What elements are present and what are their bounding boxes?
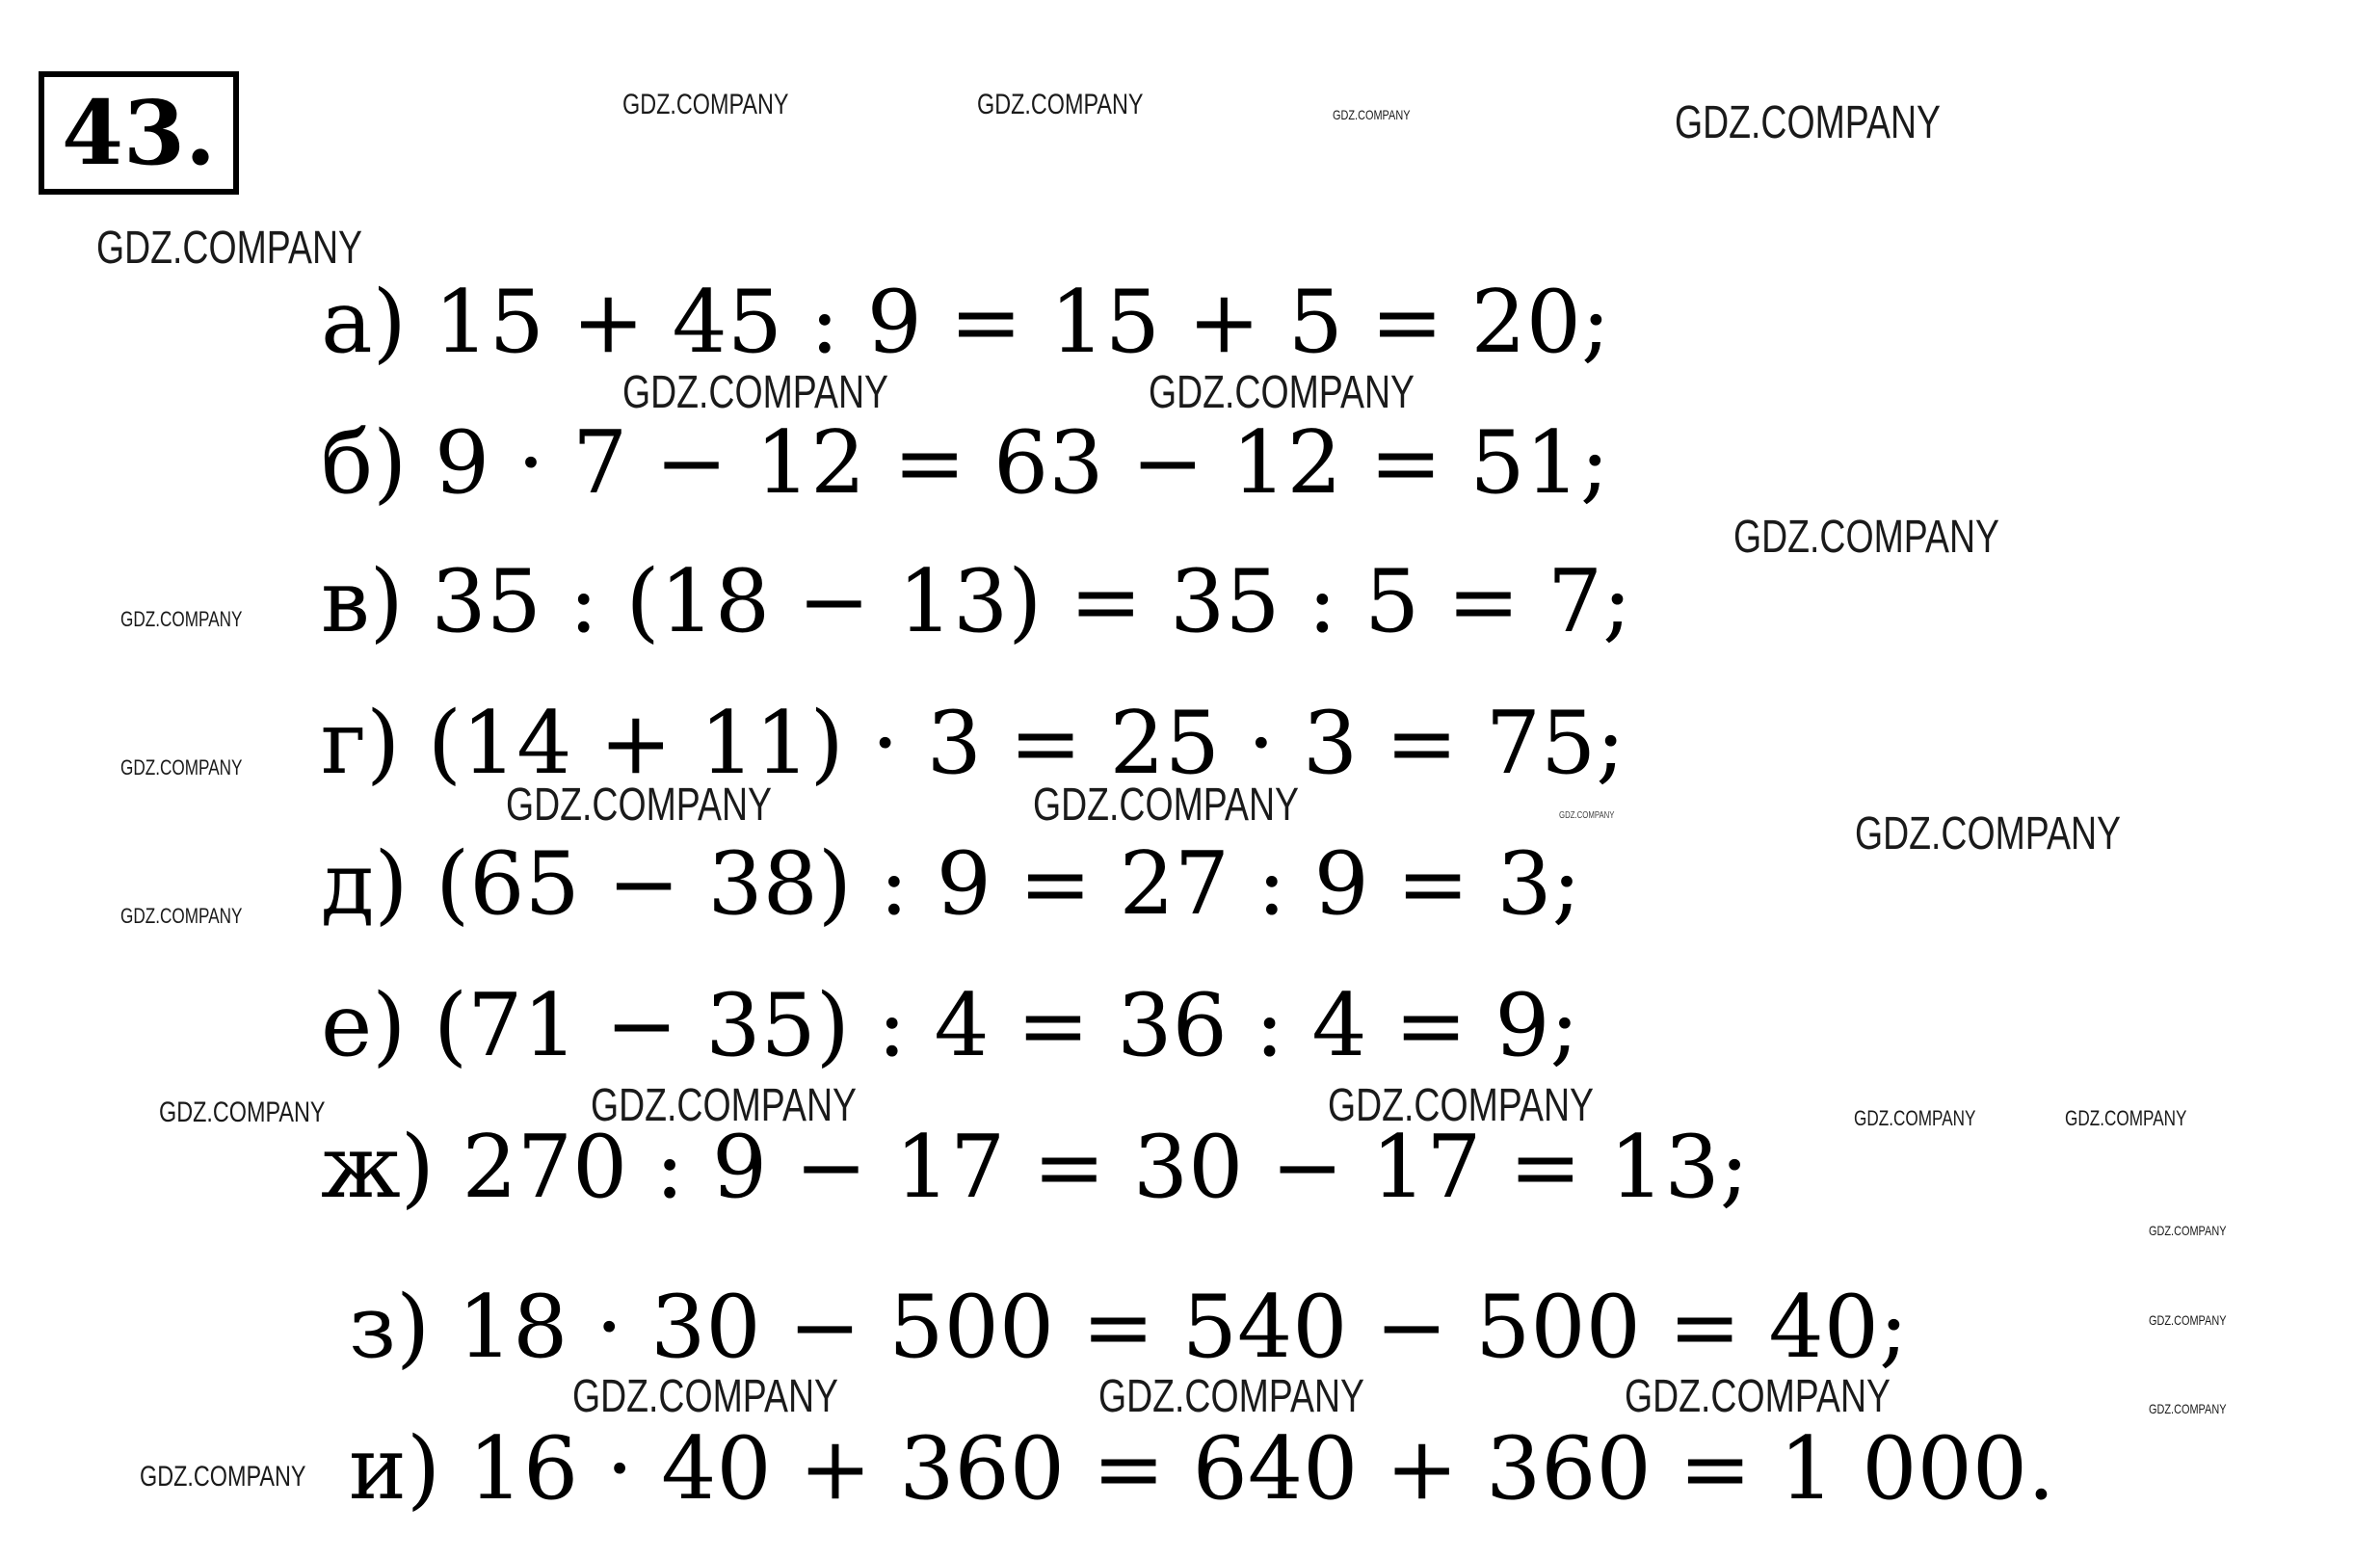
line-expression: 35 : (18 − 13) = 35 : 5 = 7; [431,551,1632,652]
line-expression: (71 − 35) : 4 = 36 : 4 = 9; [433,975,1579,1076]
watermark-text: GDZ.COMPANY [140,1461,306,1493]
line-expression: 270 : 9 − 17 = 30 − 17 = 13; [462,1117,1750,1218]
watermark-text: GDZ.COMPANY [120,607,243,631]
watermark-text: GDZ.COMPANY [159,1097,326,1128]
watermark-text: GDZ.COMPANY [1733,512,1999,563]
watermark-text: GDZ.COMPANY [591,1080,857,1131]
watermark-text: GDZ.COMPANY [1855,808,2121,859]
watermark-text: GDZ.COMPANY [2149,1223,2227,1238]
line-letter: з) [349,1277,431,1378]
watermark-text: GDZ.COMPANY [120,904,243,928]
watermark-text: GDZ.COMPANY [1149,367,1415,418]
watermark-text: GDZ.COMPANY [120,755,243,780]
solution-line-v [321,551,1632,652]
line-letter: ж) [321,1117,435,1218]
watermark-text: GDZ.COMPANY [1333,107,1411,122]
watermark-text: GDZ.COMPANY [572,1371,838,1422]
watermark-text: GDZ.COMPANY [1559,810,1615,821]
line-expression: (65 − 38) : 9 = 27 : 9 = 3; [436,833,1581,935]
watermark-text: GDZ.COMPANY [1854,1106,1976,1130]
solution-line-z [349,1277,1909,1378]
watermark-text: GDZ.COMPANY [1675,97,1941,148]
line-letter: в) [321,551,404,652]
line-letter: д) [321,833,409,935]
watermark-text: GDZ.COMPANY [977,89,1144,120]
watermark-text: GDZ.COMPANY [506,780,772,831]
watermark-text: GDZ.COMPANY [2149,1401,2227,1416]
solution-line-e [321,975,1579,1076]
watermark-text: GDZ.COMPANY [1033,780,1299,831]
line-letter: г) [321,693,401,794]
watermark-text: GDZ.COMPANY [622,367,888,418]
watermark-text: GDZ.COMPANY [622,89,789,120]
line-expression: (14 + 11) · 3 = 25 · 3 = 75; [427,693,1626,794]
watermark-text: GDZ.COMPANY [1625,1371,1891,1422]
solution-line-b [321,412,1610,514]
line-letter: а) [321,272,407,373]
watermark-text: GDZ.COMPANY [2065,1106,2187,1130]
line-expression: 16 · 40 + 360 = 640 + 360 = 1 000. [467,1418,2055,1519]
line-letter: и) [349,1418,441,1519]
line-expression: 9 · 7 − 12 = 63 − 12 = 51; [434,412,1610,514]
solution-line-g [321,693,1626,794]
watermark-text: GDZ.COMPANY [96,223,362,274]
line-letter: б) [321,412,408,514]
problem-number-box [39,71,239,195]
solution-line-a [321,272,1611,373]
solution-line-i [349,1418,2055,1519]
watermark-text: GDZ.COMPANY [1098,1371,1364,1422]
watermark-text: GDZ.COMPANY [2149,1312,2227,1328]
solution-line-d [321,833,1581,935]
watermark-text: GDZ.COMPANY [1328,1080,1594,1131]
problem-number: 43. [61,81,217,185]
line-expression: 18 · 30 − 500 = 540 − 500 = 40; [457,1277,1909,1378]
solution-line-zh [321,1117,1750,1218]
line-letter: е) [321,975,407,1076]
line-expression: 15 + 45 : 9 = 15 + 5 = 20; [434,272,1611,373]
